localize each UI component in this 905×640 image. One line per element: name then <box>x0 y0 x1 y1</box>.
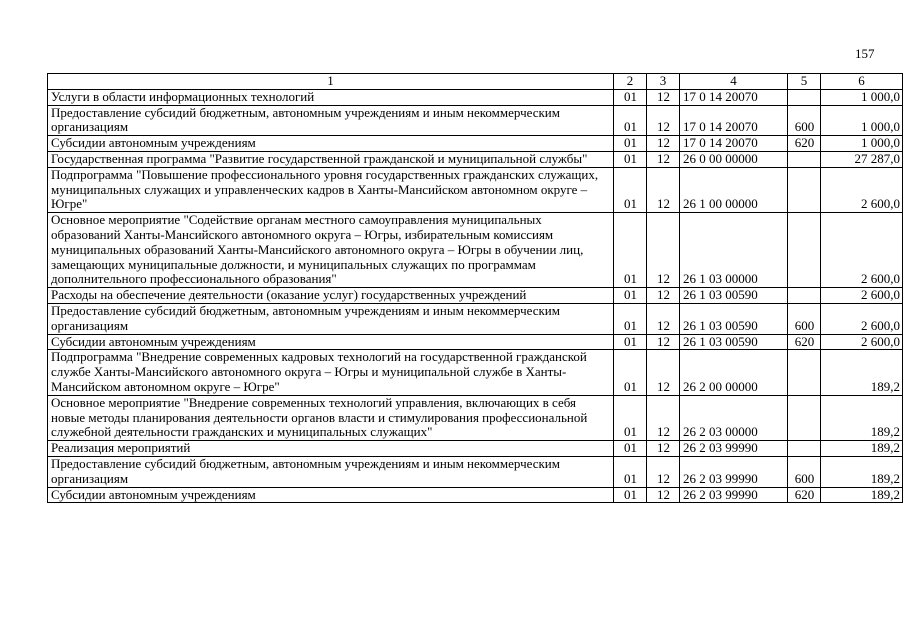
budget-table <box>47 73 903 503</box>
table-row <box>48 303 903 334</box>
row-name-cell: Реализация мероприятий <box>48 441 614 457</box>
amount-cell: 2 600,0 <box>821 288 903 304</box>
subsection-code-cell: 12 <box>647 136 680 152</box>
table-row <box>48 456 903 487</box>
table-row <box>48 288 903 304</box>
subsection-code-cell: 12 <box>647 151 680 167</box>
section-code-cell: 01 <box>614 288 647 304</box>
table-row <box>48 89 903 105</box>
amount-cell: 2 600,0 <box>821 213 903 288</box>
expense-type-code-cell <box>788 395 821 440</box>
expense-type-code-cell <box>788 350 821 395</box>
amount-cell: 2 600,0 <box>821 167 903 212</box>
amount-cell: 189,2 <box>821 350 903 395</box>
table-row <box>48 167 903 212</box>
table-row <box>48 334 903 350</box>
subsection-code-cell: 12 <box>647 350 680 395</box>
target-article-code-cell: 26 2 00 00000 <box>680 350 788 395</box>
subsection-code-cell: 12 <box>647 213 680 288</box>
amount-cell: 189,2 <box>821 487 903 503</box>
expense-type-code-cell: 600 <box>788 105 821 136</box>
expense-type-code-cell <box>788 151 821 167</box>
table-row <box>48 441 903 457</box>
target-article-code-cell: 26 2 03 99990 <box>680 456 788 487</box>
table-row <box>48 136 903 152</box>
amount-cell: 1 000,0 <box>821 136 903 152</box>
table-row <box>48 350 903 395</box>
section-code-cell: 01 <box>614 334 647 350</box>
section-code-cell: 01 <box>614 456 647 487</box>
amount-cell: 1 000,0 <box>821 89 903 105</box>
table-row <box>48 395 903 440</box>
subsection-code-cell: 12 <box>647 334 680 350</box>
section-code-cell: 01 <box>614 350 647 395</box>
subsection-code-cell: 12 <box>647 105 680 136</box>
expense-type-code-cell: 620 <box>788 136 821 152</box>
amount-cell: 189,2 <box>821 441 903 457</box>
table-row <box>48 105 903 136</box>
section-code-cell: 01 <box>614 395 647 440</box>
page-number: 157 <box>855 46 875 61</box>
column-header: 6 <box>821 74 903 90</box>
row-name-cell: Субсидии автономным учреждениям <box>48 136 614 152</box>
row-name-cell: Подпрограмма "Повышение профессионального уровня государственных гражданских служащих, муниципальных служащих и управленческих кадров в Ханты-Мансийском автономном округе – Югре" <box>48 167 614 212</box>
table-row <box>48 487 903 503</box>
target-article-code-cell: 17 0 14 20070 <box>680 89 788 105</box>
header-row <box>48 74 903 90</box>
amount-cell: 2 600,0 <box>821 334 903 350</box>
table-row <box>48 213 903 288</box>
subsection-code-cell: 12 <box>647 441 680 457</box>
section-code-cell: 01 <box>614 303 647 334</box>
target-article-code-cell: 17 0 14 20070 <box>680 136 788 152</box>
row-name-cell: Расходы на обеспечение деятельности (оказание услуг) государственных учреждений <box>48 288 614 304</box>
expense-type-code-cell: 600 <box>788 456 821 487</box>
target-article-code-cell: 26 2 03 99990 <box>680 441 788 457</box>
target-article-code-cell: 26 1 03 00590 <box>680 288 788 304</box>
amount-cell: 189,2 <box>821 395 903 440</box>
expense-type-code-cell <box>788 167 821 212</box>
amount-cell: 189,2 <box>821 456 903 487</box>
row-name-cell: Предоставление субсидий бюджетным, автономным учреждениям и иным некоммерческим организациям <box>48 105 614 136</box>
row-name-cell: Субсидии автономным учреждениям <box>48 334 614 350</box>
section-code-cell: 01 <box>614 105 647 136</box>
subsection-code-cell: 12 <box>647 487 680 503</box>
expense-type-code-cell <box>788 213 821 288</box>
amount-cell: 1 000,0 <box>821 105 903 136</box>
amount-cell: 2 600,0 <box>821 303 903 334</box>
section-code-cell: 01 <box>614 167 647 212</box>
row-name-cell: Предоставление субсидий бюджетным, автономным учреждениям и иным некоммерческим организациям <box>48 456 614 487</box>
column-header: 2 <box>614 74 647 90</box>
section-code-cell: 01 <box>614 136 647 152</box>
expense-type-code-cell <box>788 441 821 457</box>
subsection-code-cell: 12 <box>647 303 680 334</box>
target-article-code-cell: 26 1 03 00000 <box>680 213 788 288</box>
target-article-code-cell: 17 0 14 20070 <box>680 105 788 136</box>
subsection-code-cell: 12 <box>647 395 680 440</box>
target-article-code-cell: 26 0 00 00000 <box>680 151 788 167</box>
amount-cell: 27 287,0 <box>821 151 903 167</box>
subsection-code-cell: 12 <box>647 456 680 487</box>
target-article-code-cell: 26 1 03 00590 <box>680 334 788 350</box>
expense-type-code-cell <box>788 89 821 105</box>
row-name-cell: Подпрограмма "Внедрение современных кадровых технологий на государственной гражданской службе Ханты-Мансийского автономного округа – Югры и муниципальной службе в Ханты-Мансийском автономном округе – Югре" <box>48 350 614 395</box>
target-article-code-cell: 26 1 03 00590 <box>680 303 788 334</box>
subsection-code-cell: 12 <box>647 89 680 105</box>
expense-type-code-cell: 600 <box>788 303 821 334</box>
section-code-cell: 01 <box>614 441 647 457</box>
target-article-code-cell: 26 2 03 99990 <box>680 487 788 503</box>
subsection-code-cell: 12 <box>647 288 680 304</box>
target-article-code-cell: 26 1 00 00000 <box>680 167 788 212</box>
row-name-cell: Услуги в области информационных технологий <box>48 89 614 105</box>
row-name-cell: Основное мероприятие "Внедрение современных технологий управления, включающих в себя новые методы планирования деятельности органов власти и стимулирования профессиональной служебной деятельности гражданских и муниципальных служащих" <box>48 395 614 440</box>
row-name-cell: Основное мероприятие "Содействие органам местного самоуправления муниципальных образований Ханты-Мансийского автономного округа – Югры, избирательным комиссиям муниципальных образований Ханты-Мансийского автономного округа – Югры в обучении лиц, замещающих муниципальные должности, и муниципальных служащих по программам дополнительного профессионального образования" <box>48 213 614 288</box>
expense-type-code-cell: 620 <box>788 487 821 503</box>
section-code-cell: 01 <box>614 487 647 503</box>
expense-type-code-cell <box>788 288 821 304</box>
row-name-cell: Государственная программа "Развитие государственной гражданской и муниципальной службы" <box>48 151 614 167</box>
row-name-cell: Субсидии автономным учреждениям <box>48 487 614 503</box>
table-row <box>48 151 903 167</box>
expense-type-code-cell: 620 <box>788 334 821 350</box>
subsection-code-cell: 12 <box>647 167 680 212</box>
column-header: 1 <box>48 74 614 90</box>
column-header: 3 <box>647 74 680 90</box>
column-header: 5 <box>788 74 821 90</box>
target-article-code-cell: 26 2 03 00000 <box>680 395 788 440</box>
section-code-cell: 01 <box>614 213 647 288</box>
section-code-cell: 01 <box>614 89 647 105</box>
column-header: 4 <box>680 74 788 90</box>
row-name-cell: Предоставление субсидий бюджетным, автономным учреждениям и иным некоммерческим организациям <box>48 303 614 334</box>
section-code-cell: 01 <box>614 151 647 167</box>
